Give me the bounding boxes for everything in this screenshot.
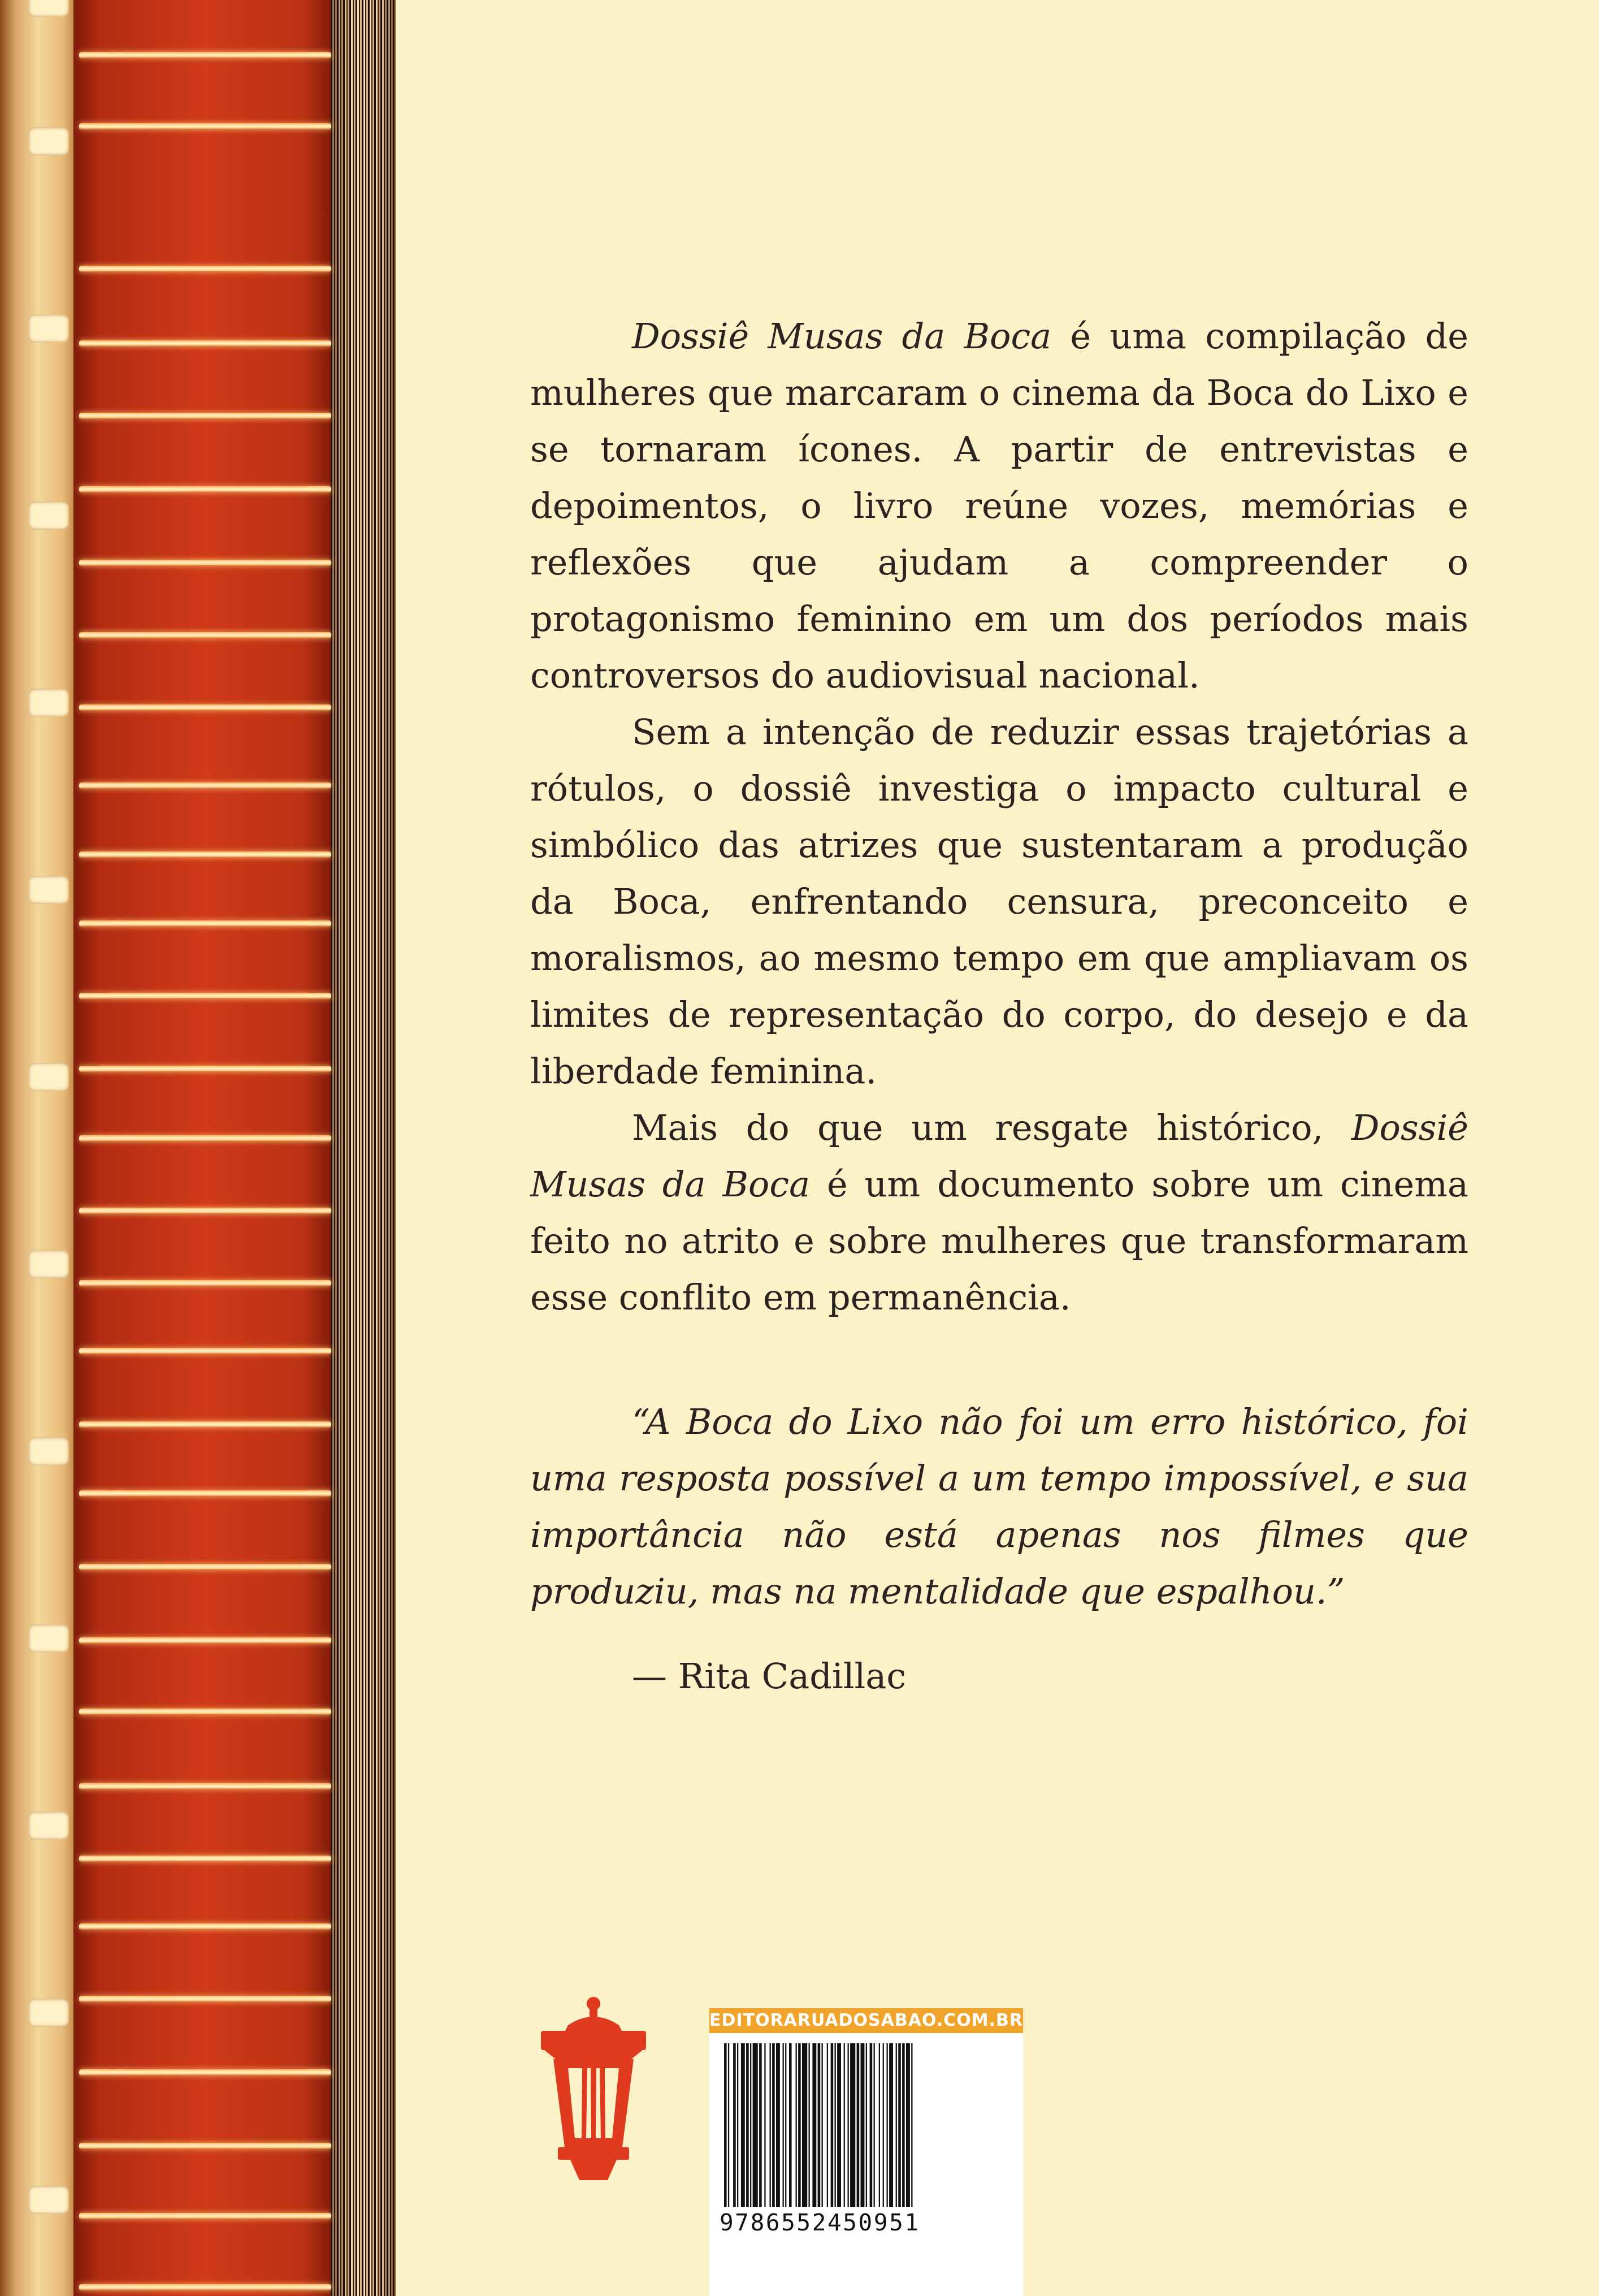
film-sprocket-hole (28, 876, 69, 904)
barcode-bar (785, 2043, 786, 2207)
film-frame-divider (79, 52, 331, 58)
barcode-bar (798, 2043, 801, 2207)
film-frame-divider (79, 2213, 331, 2219)
film-frame-divider (79, 2069, 331, 2076)
synopsis-paragraph-1 (530, 308, 1468, 704)
film-sprocket-hole (28, 1624, 69, 1653)
barcode-bar (772, 2043, 775, 2207)
barcode-bar (850, 2043, 855, 2207)
synopsis-text: Sem a intenção de reduzir essas trajetórias a rótulos, o dossiê investiga o impacto cultural e simbólico das atrizes que sustentaram a produção da Boca, enfrentando censura, preconceito e moralismos, ao mesmo tempo em que ampliavam os limites de representação do corpo, do desejo e da liberdade feminina. (530, 711, 1468, 1092)
book-title: Dossiê Musas da Boca (530, 1107, 1468, 1205)
film-frame-divider (79, 851, 331, 858)
barcode-label (709, 2008, 1023, 2296)
publisher-url: EDITORARUADOSABAO.COM.BR (709, 2008, 1023, 2033)
film-frame-divider (79, 486, 331, 492)
film-frame-divider (79, 1421, 331, 1428)
synopsis-text: é uma compilação de mulheres que marcaram o cinema da Boca do Lixo e se tornaram ícones. A partir de entrevistas e depoimentos, o livro reúne vozes, memórias e reflexões que ajudam a compreender o protagonismo feminino em um dos períodos mais controversos do audiovisual nacional. (530, 315, 1468, 696)
barcode-bar (770, 2043, 771, 2207)
synopsis-text: é um documento sobre um cinema feito no atrito e sobre mulheres que transformaram esse conflito em permanência. (530, 1164, 1468, 1318)
barcode-bar (837, 2043, 841, 2207)
barcode-bar (746, 2043, 749, 2207)
film-sprocket-hole (28, 0, 69, 17)
film-frame-divider (79, 1637, 331, 1644)
film-frame-divider (79, 413, 331, 419)
barcode-bar (741, 2043, 745, 2207)
film-frame-divider (79, 2143, 331, 2149)
film-frame-divider (79, 1856, 331, 1862)
barcode-bar (827, 2043, 828, 2207)
barcode-bar (822, 2043, 823, 2207)
barcode-bar (835, 2043, 836, 2207)
film-frame-divider (79, 632, 331, 638)
film-frame-divider (79, 2284, 331, 2290)
film-frame-divider (79, 1564, 331, 1570)
isbn-number: 9786552450951 (720, 2209, 920, 2236)
film-sprocket-hole (28, 127, 69, 155)
film-sprocket-hole (28, 689, 69, 717)
barcode-bar (883, 2043, 884, 2207)
film-sprocket-hole (28, 1999, 69, 2027)
synopsis (530, 308, 1468, 1326)
film-sprocket-hole (28, 1811, 69, 1840)
pull-quote: “A Boca do Lixo não foi um erro histórico, foi uma resposta possível a um tempo impossível, e sua importância não está apenas nos filmes que produziu, mas na mentalidade que espalhou.” (530, 1401, 1468, 1612)
film-sprocket-hole (28, 1437, 69, 1465)
film-frame-divider (79, 782, 331, 789)
barcode-bar (759, 2043, 762, 2207)
film-frame-divider (79, 1923, 331, 1930)
barcode-bar (911, 2043, 912, 2207)
film-frame-divider (79, 266, 331, 272)
film-frame-divider (79, 1208, 331, 1214)
barcode-bar (733, 2043, 736, 2207)
barcode-bar (776, 2043, 780, 2207)
film-shadow (394, 0, 396, 2296)
barcode-bar (848, 2043, 849, 2207)
film-sprocket-hole (28, 2186, 69, 2214)
barcode-bar (818, 2043, 821, 2207)
barcode-bar (887, 2043, 888, 2207)
barcode-bar (831, 2043, 834, 2207)
barcode-bar (866, 2043, 867, 2207)
film-sprocket-hole (28, 1063, 69, 1091)
barcode-bar (728, 2043, 729, 2207)
synopsis-text: Mais do que um resgate histórico, (632, 1107, 1351, 1148)
film-frame-divider (79, 1996, 331, 2002)
film-frame-divider (79, 1490, 331, 1497)
barcode-bar (809, 2043, 810, 2207)
barcode-bar (753, 2043, 758, 2207)
barcode-bar (861, 2043, 865, 2207)
barcode-bar (812, 2043, 816, 2207)
film-frame-divider (79, 1135, 331, 1141)
book-title: Dossiê Musas da Boca (632, 315, 1052, 357)
barcode-bar (870, 2043, 873, 2207)
barcode-bar (902, 2043, 905, 2207)
film-edge-shade (331, 0, 396, 2296)
film-sprocket-hole (28, 501, 69, 530)
barcode-bar (889, 2043, 893, 2207)
barcode-bar (898, 2043, 901, 2207)
barcode-bar (857, 2043, 860, 2207)
film-frame-divider (79, 123, 331, 129)
film-frame-divider (79, 1280, 331, 1286)
film-frame-divider (79, 1348, 331, 1354)
barcode-bar (896, 2043, 897, 2207)
film-frame-divider (79, 340, 331, 347)
barcode-bar (879, 2043, 880, 2207)
barcode-bar (874, 2043, 875, 2207)
film-frame-divider (79, 993, 331, 999)
film-frame-divider (79, 920, 331, 927)
synopsis-paragraph-2 (530, 704, 1468, 1100)
film-base (0, 0, 85, 2296)
film-strip (0, 0, 396, 2296)
film-frame-divider (79, 560, 331, 566)
quote-attribution: — Rita Cadillac (632, 1655, 907, 1697)
barcode-bar (844, 2043, 845, 2207)
film-frame-divider (79, 1066, 331, 1072)
film-frame-divider (79, 1783, 331, 1789)
film-frame-divider (79, 1709, 331, 1715)
isbn-barcode (722, 2043, 1009, 2207)
barcode-bar (724, 2043, 727, 2207)
barcode-bar (737, 2043, 738, 2207)
film-sprocket-hole (28, 1250, 69, 1278)
street-lantern-icon (528, 1996, 658, 2185)
synopsis-paragraph-3 (530, 1100, 1468, 1326)
barcode-bar (906, 2043, 910, 2207)
film-sprocket-hole (28, 314, 69, 343)
barcode-bar (750, 2043, 751, 2207)
barcode-bar (802, 2043, 807, 2207)
barcode-bar (789, 2043, 792, 2207)
barcode-bar (796, 2043, 797, 2207)
barcode-bar (783, 2043, 784, 2207)
barcode-bar (764, 2043, 765, 2207)
film-frame-divider (79, 704, 331, 711)
